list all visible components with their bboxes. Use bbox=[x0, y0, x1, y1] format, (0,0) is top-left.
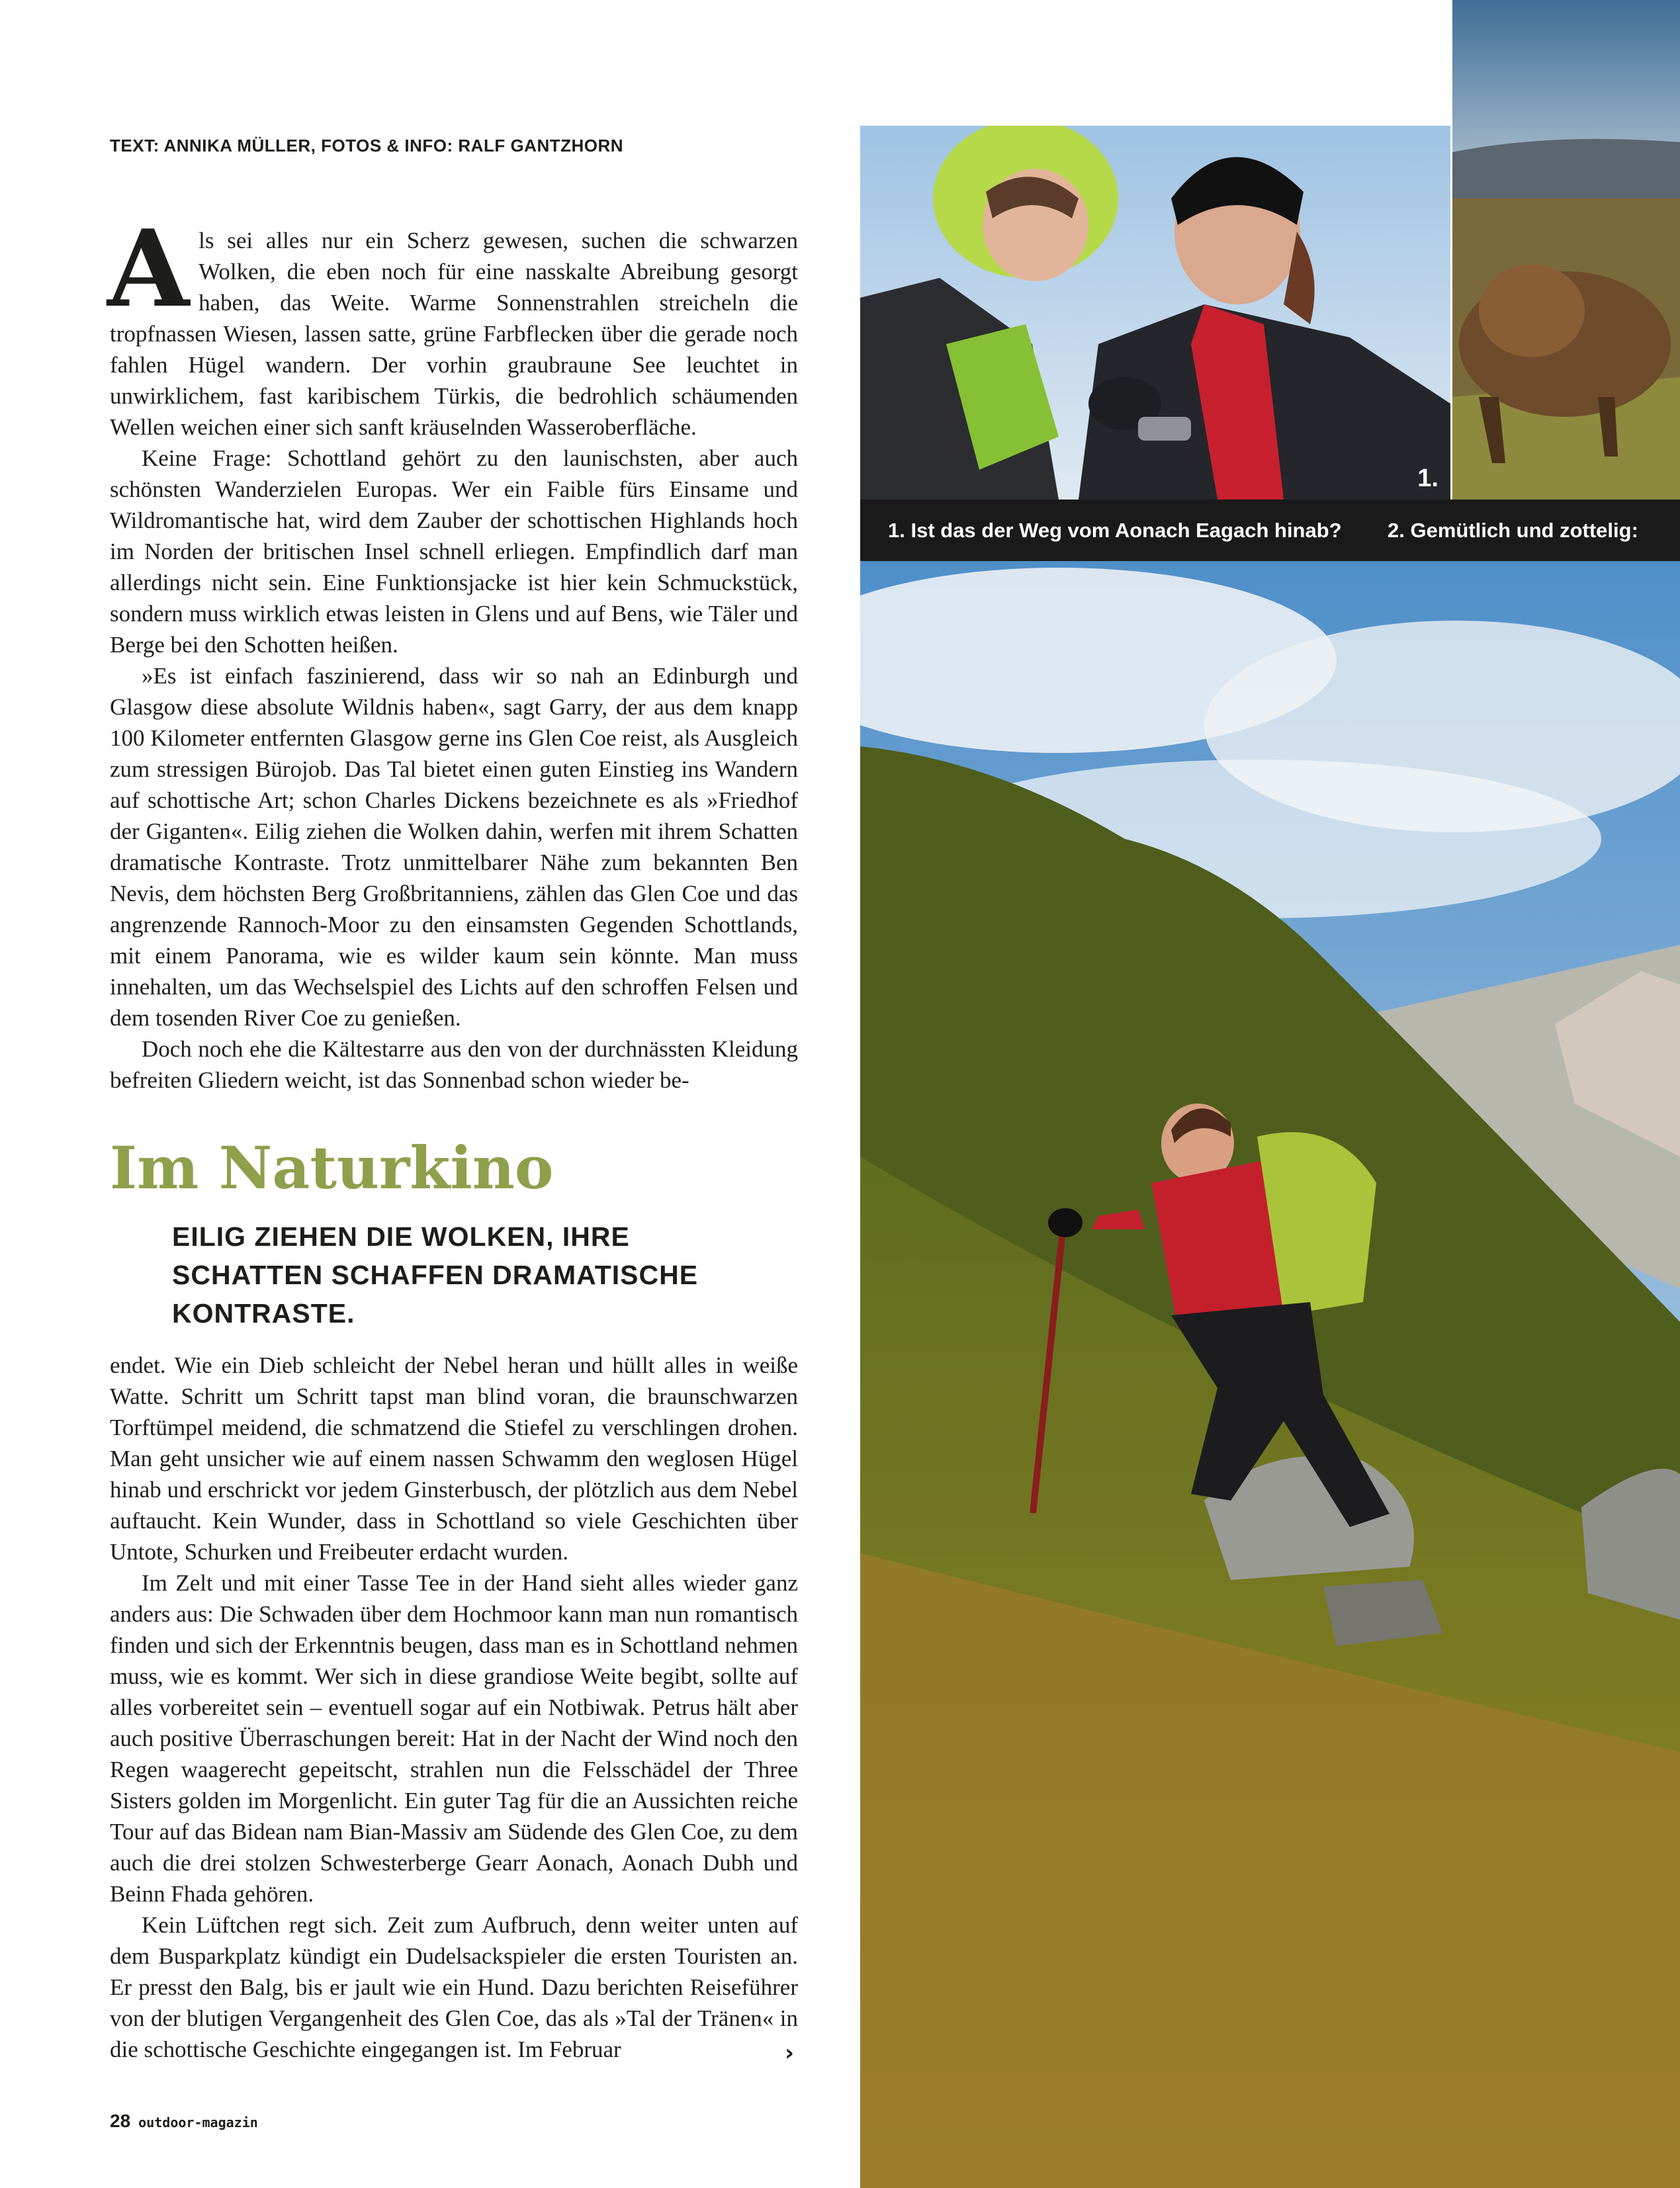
photo-caption-2: 2. Gemütlich und zottelig: bbox=[1388, 519, 1638, 542]
article-paragraph: endet. Wie ein Dieb schleicht der Nebel heran und hüllt alles in weiße Watte. Schritt um Schritt tapst man blind voran, die braunschwarzen Torftümpel meidend, die schmatzend die Stiefel zu verschlingen drohen. Man geht unsicher wie auf einem nassen Schwamm den weglosen Hügel hinab und erschrickt vor jedem Ginsterbusch, der plötzlich aus dem Nebel auftaucht. Kein Wunder, dass in Schottland so viele Geschichten über Untote, Schurken und Freibeuter erdacht wurden. bbox=[110, 1352, 798, 1565]
article-body-top bbox=[107, 206, 798, 1096]
article-paragraph: Doch noch ehe die Kältestarre aus den von der durchnässten Kleidung befreiten Gliedern weicht, ist das Sonnenbad schon wieder be- bbox=[110, 1036, 798, 1093]
article-paragraph: Kein Lüftchen regt sich. Zeit zum Aufbruch, denn weiter unten auf dem Busparkplatz kündigt ein Dudelsackspieler die ersten Touristen an. Er presst den Balg, bis er jault wie ein Hund. Dazu berichten Reiseführer von der blutigen Vergangenheit des Glen Coe, das als »Tal der Tränen« in die schottische Geschichte eingegangen ist. Im Februar bbox=[110, 1912, 798, 2062]
photo-hikers-gps bbox=[860, 126, 1450, 500]
photo-highland-cattle bbox=[1452, 0, 1680, 500]
chevron-right-icon: › bbox=[785, 2040, 795, 2066]
magazine-name: outdoor-magazin bbox=[138, 2115, 258, 2130]
author-credits: TEXT: ANNIKA MÜLLER, FOTOS & INFO: RALF GANTZHORN bbox=[110, 136, 624, 155]
article-body-bottom bbox=[110, 1350, 798, 2065]
photo-number: 1. bbox=[1417, 464, 1438, 492]
photo-caption-bar bbox=[860, 500, 1680, 561]
photo-caption-1: 1. Ist das der Weg vom Aonach Eagach hinab? bbox=[888, 519, 1342, 542]
article-paragraph: Im Zelt und mit einer Tasse Tee in der Hand sieht alles wieder ganz anders aus: Die Schwaden über dem Hochmoor kann man nun romantisch finden und sich der Erkenntnis beugen, dass man es in Schottland nehmen muss, wie es kommt. Wer sich in diese grandiose Weite begibt, sollte auf alles vorbereitet sein – eventuell sogar auf ein Notbiwak. Petrus hält aber auch positive Überraschungen bereit: Hat in der Nacht der Wind noch den Regen waagerecht gepeitscht, strahlen nun die Felsschädel der Three Sisters golden im Morgenlicht. Ein guter Tag für die an Aussichten reiche Tour auf das Bidean nam Bian-Massiv am Südende des Glen Coe, zu dem auch die drei stolzen Schwesterberge Gearr Aonach, Aonach Dubh und Beinn Fhada gehören. bbox=[110, 1570, 798, 1907]
pull-quote: EILIG ZIEHEN DIE WOLKEN, IHRE SCHATTEN SCHAFFEN DRAMATISCHE KONTRASTE. bbox=[172, 1221, 699, 1329]
article-paragraph: Keine Frage: Schottland gehört zu den launischsten, aber auch schönsten Wanderzielen Europas. Wer ein Faible fürs Einsame und Wildromantische hat, wird dem Zauber der schottischen Highlands hoch im Norden der britischen Insel schnell erliegen. Empfindlich darf man allerdings nicht sein. Eine Funktionsjacke ist hier kein Schmuckstück, sondern muss wirklich etwas leisten in Glens und auf Bens, wie Täler und Berge bei den Schotten heißen. bbox=[110, 445, 798, 658]
section-headline: Im Naturkino bbox=[110, 1133, 554, 1202]
article-paragraph: »Es ist einfach faszinierend, dass wir so nah an Edinburgh und Glasgow diese absolute Wildnis haben«, sagt Garry, der aus dem knapp 100 Kilometer entfernten Glasgow gerne ins Glen Coe reist, als Ausgleich zum stressigen Bürojob. Das Tal bietet einen guten Einstieg ins Wandern auf schottische Art; schon Charles Dickens bezeichnete es als »Friedhof der Giganten«. Eilig ziehen die Wolken dahin, werfen mit ihrem Schatten dramatische Kontraste. Trotz unmittelbarer Nähe zum bekannten Ben Nevis, dem höchsten Berg Großbritanniens, zählen das Glen Coe und das angrenzende Rannoch-Moor zu den einsamsten Gegenden Schottlands, mit einem Panorama, wie es wilder kaum sein könnte. Man muss innehalten, um das Wechselspiel des Lichts auf den schroffen Felsen und dem tosenden River Coe zu genießen. bbox=[110, 663, 798, 1031]
page-number: 28 bbox=[110, 2111, 131, 2131]
article-paragraph: Als sei alles nur ein Scherz gewesen, suchen die schwarzen Wolken, die eben noch für eine nasskalte Abreibung gesorgt haben, das Weite. Warme Sonnenstrahlen streicheln die tropfnassen Wiesen, lassen satte, grüne Farbflecken über die gerade noch fahlen Hügel wandern. Der vorhin graubraune See leuchtet in unwirklichem, fast karibischem Türkis, die bedrohlich schäumenden Wellen weichen einer sich sanft kräuselnden Wasseroberfläche. bbox=[107, 206, 798, 440]
page-folio bbox=[110, 2111, 258, 2132]
drop-cap: A bbox=[107, 206, 190, 331]
photo-hiker-slope bbox=[860, 561, 1680, 2188]
